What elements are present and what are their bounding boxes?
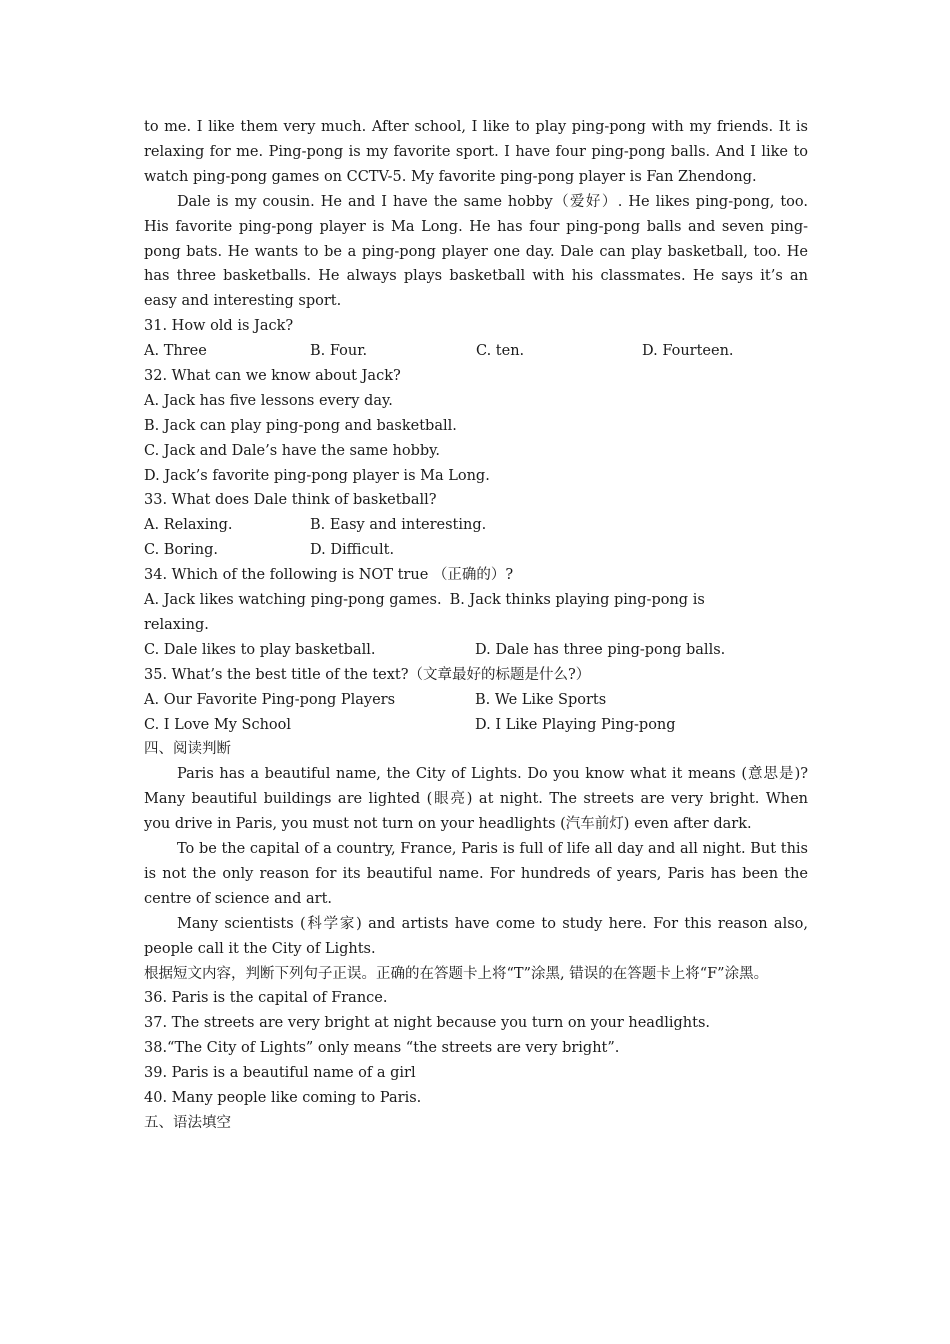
question-35-options-row-2 (144, 713, 808, 738)
q34-option-d: D. Dale has three ping-pong balls. (475, 641, 726, 658)
q34-option-b-continued: relaxing. (144, 616, 209, 633)
statement-37: 37. The streets are very bright at night because you turn on your headlights. (144, 1015, 711, 1032)
question-31-stem: 31. How old is Jack? (144, 318, 294, 335)
q35-option-a: A. Our Favorite Ping-pong Players (144, 691, 396, 708)
statement-36: 36. Paris is the capital of France. (144, 990, 388, 1007)
section-4-instruction: 根据短文内容，判断下列句子正误。正确的在答题卡上将“T”涂黑, 错误的在答题卡上将“F”涂黑。 (144, 965, 769, 982)
q33-option-d: D. Difficult. (310, 542, 395, 559)
q32-option-d: D. Jack’s favorite ping-pong player is Ma Long. (144, 467, 490, 484)
q31-option-a: A. Three (144, 343, 207, 360)
question-32-stem: 32. What can we know about Jack? (144, 368, 401, 385)
section-5-heading: 五、语法填空 (144, 1114, 231, 1131)
section-4-paragraph-1: Paris has a beautiful name, the City of Lights. Do you know what it means (意思是)? Many beautiful buildings are lighted (眼亮) at night. The streets are very bright. When you drive in Paris, you must not turn on your headlights (汽车前灯) even after dark. (144, 766, 808, 833)
statement-40: 40. Many people like coming to Paris. (144, 1090, 422, 1106)
q34-option-b: B. Jack thinks playing ping-pong is (449, 592, 705, 609)
section-4-paragraph-2: To be the capital of a country, France, Paris is full of life all day and all night. But this is not the only reason for its beautiful name. For hundreds of years, Paris has been the centre of science and art. (144, 841, 808, 907)
passage-paragraph-1: to me. I like them very much. After school, I like to play ping-pong with my friends. It is relaxing for me. Ping-pong is my favorite sport. I have four ping-pong balls. And I like to watch ping-pong games on CCTV-5. My favorite ping-pong player is Fan Zhendong. (144, 119, 808, 185)
passage-paragraph-2: Dale is my cousin. He and I have the same hobby（爱好）. He likes ping-pong, too. His favorite ping-pong player is Ma Long. He has four ping-pong balls and seven ping-pong bats. He wants to be a ping-pong player one day. Dale can play basketball, too. He has three basketballs. He always plays basketball with his classmates. He says it’s an easy and interesting sport. (144, 193, 808, 310)
q33-option-a: A. Relaxing. (144, 517, 233, 534)
q34-option-a: A. Jack likes watching ping-pong games. (144, 592, 442, 609)
q35-option-c: C. I Love My School (144, 716, 292, 733)
statement-38: 38.“The City of Lights” only means “the streets are very bright”. (144, 1040, 620, 1057)
question-34-options-row-2 (144, 638, 808, 663)
statement-39: 39. Paris is a beautiful name of a girl (144, 1065, 416, 1082)
question-31-options (144, 339, 808, 364)
q33-option-b: B. Easy and interesting. (310, 517, 487, 534)
q35-option-d: D. I Like Playing Ping-pong (475, 716, 676, 733)
q32-option-c: C. Jack and Dale’s have the same hobby. (144, 442, 441, 459)
question-33-options-row-2 (144, 538, 808, 563)
question-35-options-row-1 (144, 688, 808, 713)
q35-option-b: B. We Like Sports (475, 691, 607, 708)
question-33-stem: 33. What does Dale think of basketball? (144, 492, 437, 509)
question-34-stem: 34. Which of the following is NOT true （正确的）? (144, 567, 514, 584)
q34-option-c: C. Dale likes to play basketball. (144, 641, 376, 658)
question-34-options-row-1 (144, 588, 808, 613)
question-35-stem: 35. What’s the best title of the text?（文章最好的标题是什么?） (144, 666, 591, 683)
q31-option-b: B. Four. (310, 343, 368, 360)
q31-option-c: C. ten. (476, 343, 525, 360)
section-4-heading: 四、阅读判断 (144, 741, 231, 758)
question-33-options-row-1 (144, 513, 808, 538)
document-page (144, 115, 808, 1136)
q32-option-a: A. Jack has five lessons every day. (144, 392, 393, 409)
q32-option-b: B. Jack can play ping-pong and basketball. (144, 417, 457, 434)
q31-option-d: D. Fourteen. (642, 343, 734, 360)
q33-option-c: C. Boring. (144, 542, 218, 559)
section-4-paragraph-3: Many scientists (科学家) and artists have come to study here. For this reason also, people call it the City of Lights. (144, 915, 808, 957)
